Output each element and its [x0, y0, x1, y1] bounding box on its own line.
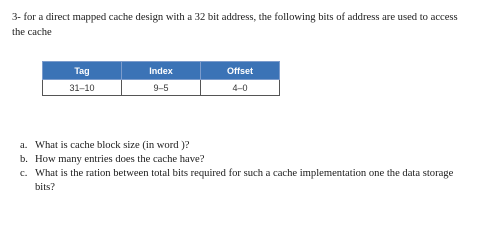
table-row — [43, 80, 280, 96]
question-text: What is the ration between total bits required for such a cache implementation one the data storage bits? — [35, 168, 454, 193]
question-marker: b. — [20, 154, 28, 165]
question-marker: c. — [20, 168, 28, 179]
question-list — [20, 139, 472, 195]
question-text: What is cache block size (in word )? — [35, 140, 190, 151]
question-a — [20, 139, 472, 153]
question-b — [20, 153, 472, 167]
cell-index-bits: 9–5 — [122, 80, 201, 96]
address-bits-table — [42, 61, 280, 96]
question-text: How many entries does the cache have? — [35, 154, 205, 165]
header-index: Index — [122, 62, 201, 80]
question-c — [20, 167, 472, 194]
question-marker: a. — [20, 140, 28, 151]
header-offset: Offset — [201, 62, 280, 80]
cell-tag-bits: 31–10 — [43, 80, 122, 96]
question-intro: 3- for a direct mapped cache design with a 32 bit address, the following bits of address are used to access the cache — [12, 12, 458, 38]
table-header-row — [43, 62, 280, 80]
header-tag: Tag — [43, 62, 122, 80]
cell-offset-bits: 4–0 — [201, 80, 280, 96]
